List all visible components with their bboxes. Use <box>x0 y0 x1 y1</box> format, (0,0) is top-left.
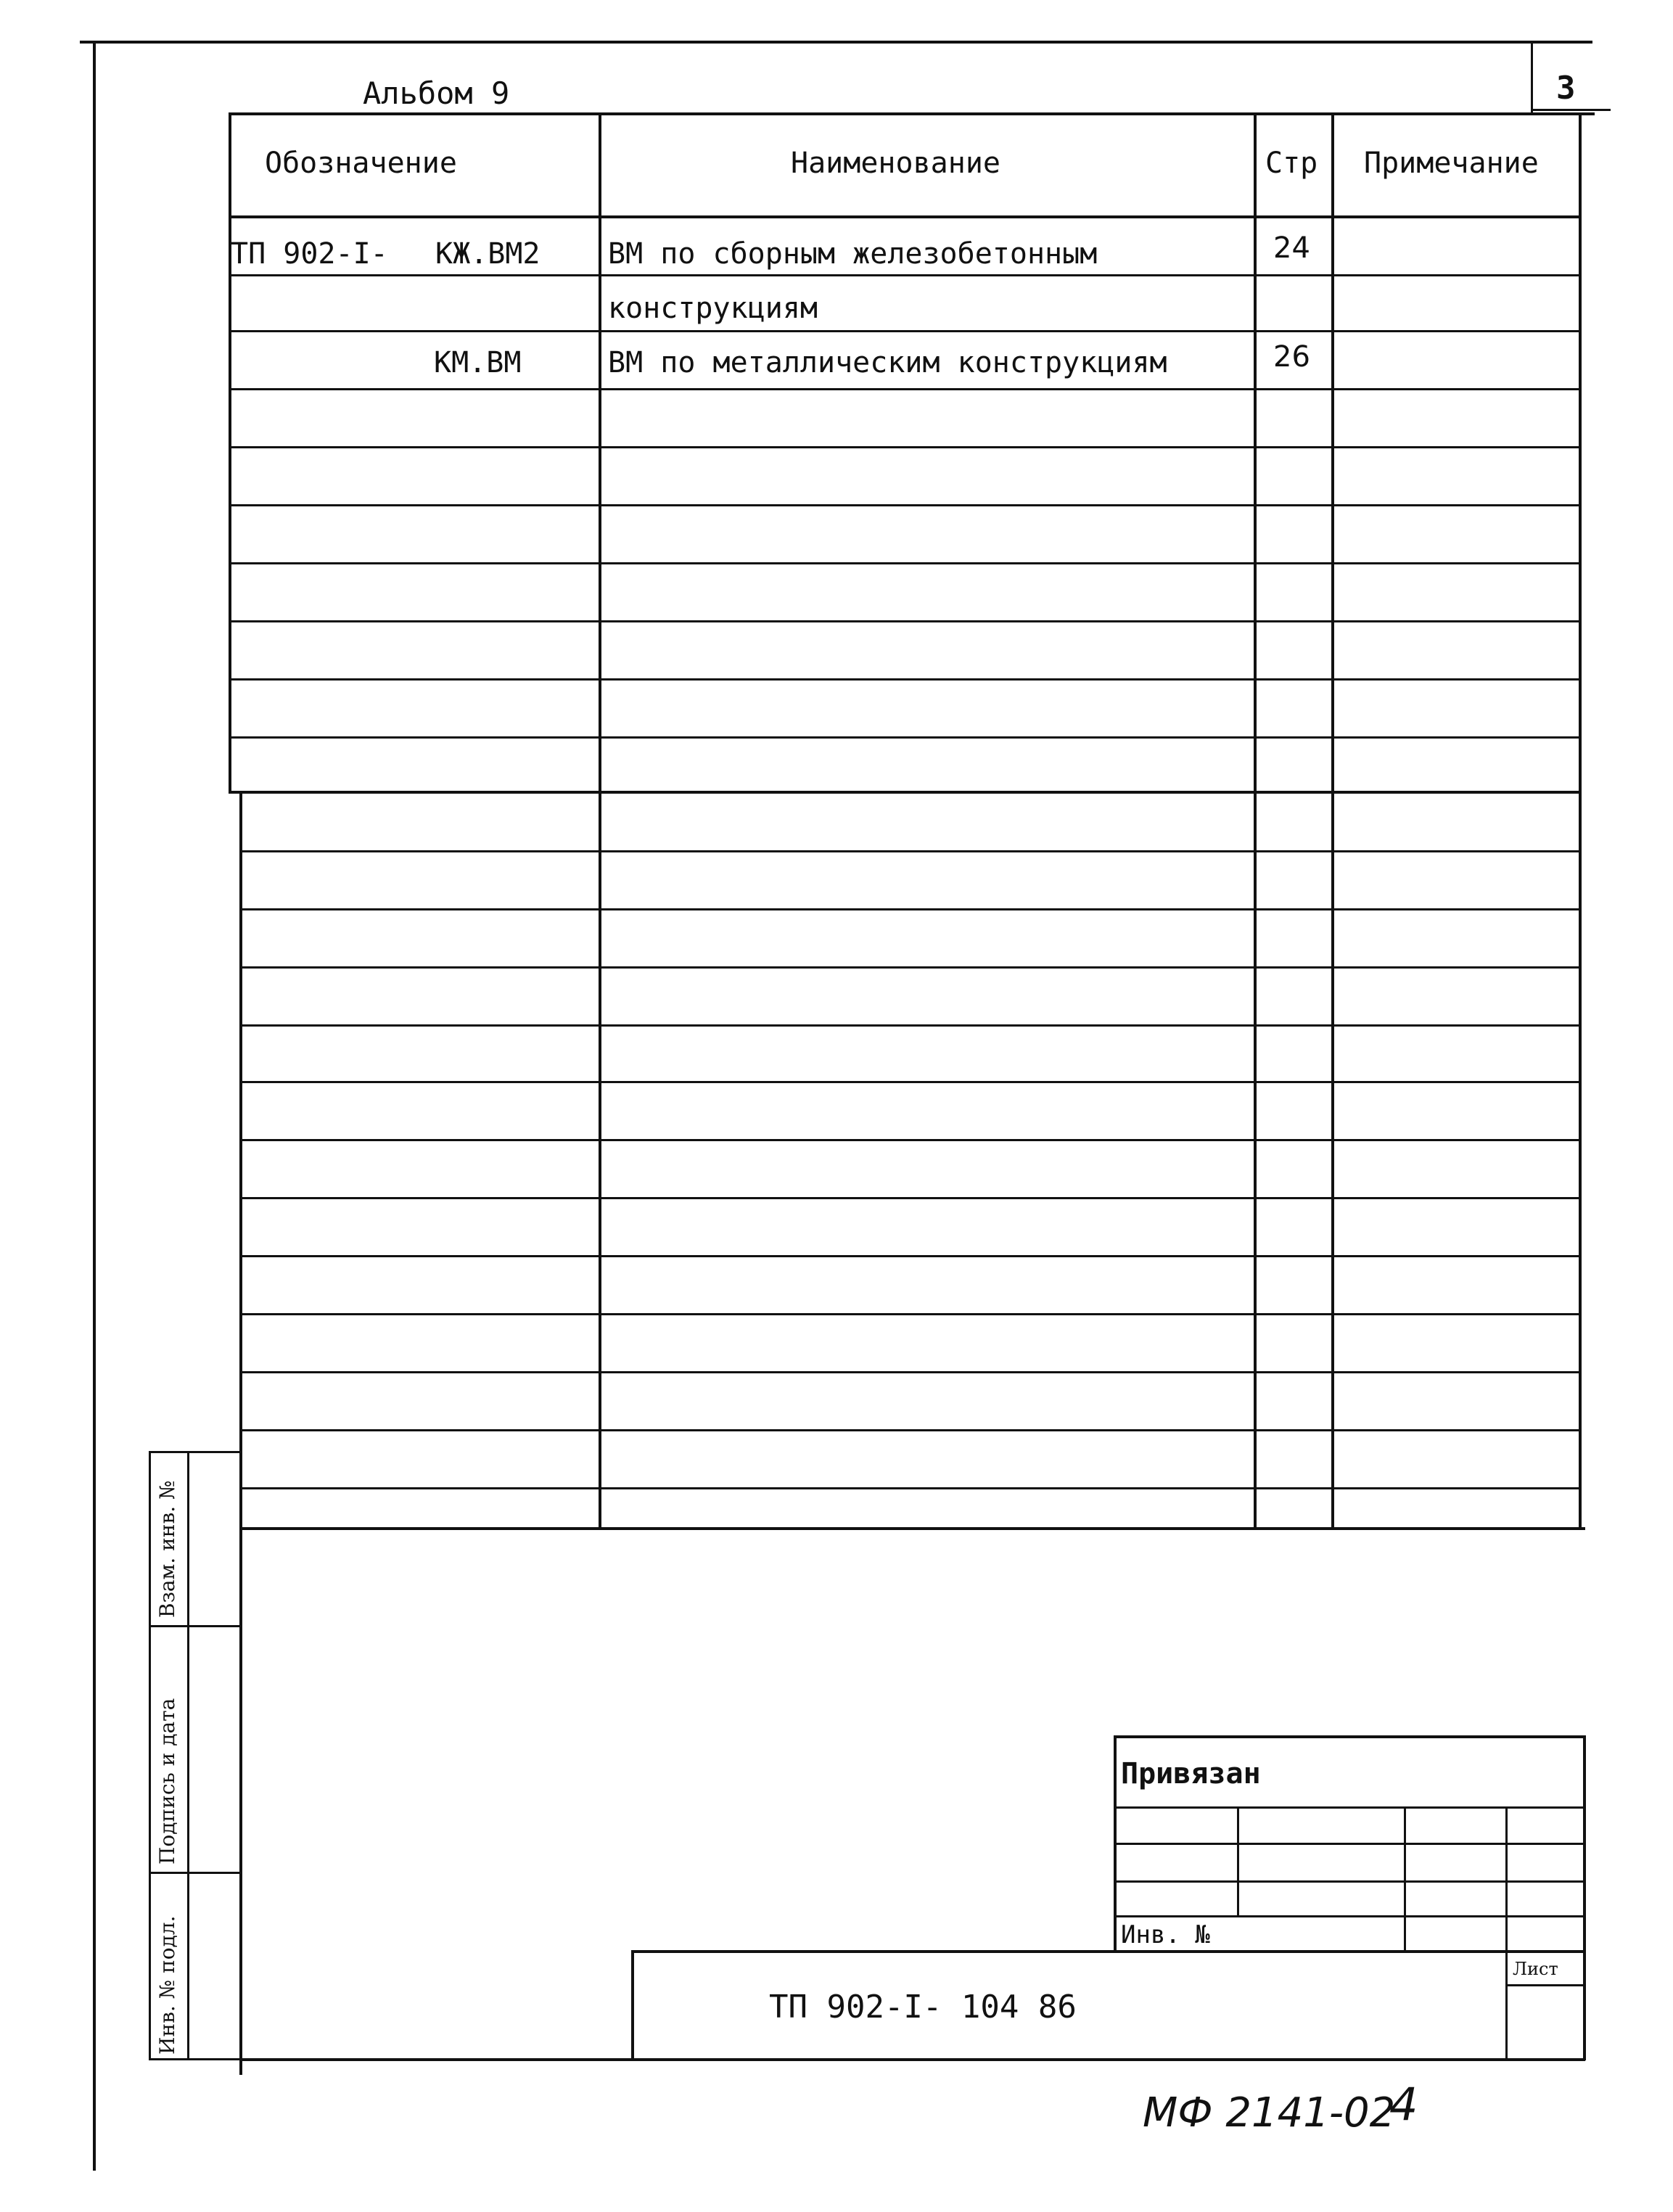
frame-right-top <box>1531 41 1533 113</box>
title-block-bottom-line <box>239 2058 1585 2061</box>
row-line <box>229 504 1582 506</box>
row-line <box>239 850 1582 852</box>
stamp-top-line <box>149 1451 239 1453</box>
frame-top <box>80 41 1592 44</box>
inv-label: Инв. № <box>1121 1920 1210 1949</box>
document-code: ТП 902-I- 104 86 <box>769 1989 1077 2026</box>
stamp-div-1 <box>149 1625 239 1627</box>
row-line <box>239 908 1582 910</box>
row-line <box>229 736 1582 739</box>
table-left-line <box>229 112 231 791</box>
row-line <box>239 1139 1582 1141</box>
row-line <box>229 330 1582 332</box>
frame-left <box>93 41 96 2171</box>
stamp-bottom-line <box>149 2058 243 2060</box>
sheet-number-underline <box>1531 109 1611 111</box>
header-bottom-line <box>229 215 1582 218</box>
privyazan-top-line <box>1114 1735 1585 1738</box>
row-line <box>239 1197 1582 1199</box>
code-box-left-line <box>631 1950 634 2060</box>
row-1-name: ВМ по сборным железобетонным <box>608 237 1098 271</box>
row-2-name: конструкциям <box>608 292 818 325</box>
row-line <box>229 620 1582 622</box>
row-line <box>239 966 1582 969</box>
list-cell-line <box>1505 1984 1585 1986</box>
row-1-page: 24 <box>1273 231 1310 265</box>
tb-row-line <box>1114 1806 1585 1809</box>
row-line <box>239 1255 1582 1257</box>
code-box-top-line <box>631 1950 1585 1953</box>
row-3-name: ВМ по металлическим конструкциям <box>608 346 1167 379</box>
table-bottom-line <box>239 1527 1585 1530</box>
row-3-designation-suffix: КМ.ВМ <box>434 346 522 379</box>
stamp-mid-line <box>187 1451 189 2060</box>
privyazan-label: Привязан <box>1121 1757 1261 1790</box>
tb-col-line <box>1505 1806 1508 2060</box>
row-line <box>229 446 1582 448</box>
col-header-page: Стр <box>1265 147 1318 180</box>
title-block-right-line <box>1583 1735 1586 2060</box>
tb-row-line <box>1114 1880 1585 1883</box>
row-line <box>239 1429 1582 1431</box>
row-line <box>239 1371 1582 1373</box>
stamp-div-2 <box>149 1872 239 1874</box>
stamp-vzam-label: Взам. инв. № <box>155 1480 179 1618</box>
row-line <box>229 678 1582 681</box>
col-header-note: Примечание <box>1364 147 1539 180</box>
row-line <box>229 562 1582 564</box>
row-1-designation-suffix: КЖ.ВМ2 <box>435 237 540 271</box>
sheet-number: 3 <box>1556 70 1576 107</box>
row-line <box>229 274 1582 276</box>
col-header-name: Наименование <box>791 147 1000 180</box>
table-top-line <box>229 112 1595 115</box>
album-label: Альбом 9 <box>363 75 510 111</box>
row-3-page: 26 <box>1273 340 1310 374</box>
row-line <box>239 1081 1582 1083</box>
row-line <box>229 791 1582 794</box>
tb-row-line <box>1114 1843 1585 1845</box>
row-line <box>239 1024 1582 1027</box>
row-1-designation: ТП 902-I- <box>231 237 388 271</box>
handwritten-code: МФ 2141-02 <box>1143 2089 1396 2137</box>
stamp-podpis-label: Подпись и дата <box>155 1698 179 1864</box>
row-line <box>229 388 1582 390</box>
table-left-line-lower <box>239 791 242 2075</box>
list-label: Лист <box>1513 1959 1558 1979</box>
tb-col-line <box>1237 1806 1239 1915</box>
row-line <box>239 1487 1582 1489</box>
tb-col-line <box>1404 1806 1406 1952</box>
row-line <box>239 1313 1582 1315</box>
tb-row-line <box>1114 1915 1585 1917</box>
stamp-inv-podl-label: Инв. № подл. <box>155 1915 179 2055</box>
handwritten-page: 4 <box>1389 2078 1418 2131</box>
col-header-designation: Обозначение <box>265 147 457 180</box>
stamp-left-line <box>149 1451 151 2060</box>
